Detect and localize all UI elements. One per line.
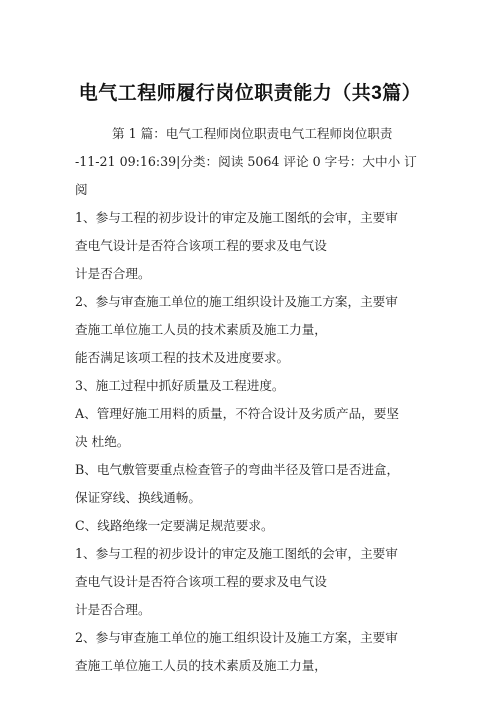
- text-line: 能否满足该项工程的技术及进度要求。: [75, 350, 290, 365]
- text-line: 2、参与审查施工单位的施工组织设计及施工方案，主要审: [75, 630, 398, 645]
- text-line: 查施工单位施工人员的技术素质及施工力量，: [75, 658, 327, 673]
- text-line: C、线路绝缘一定要满足规范要求。: [75, 518, 274, 533]
- text-line: 计是否合理。: [75, 602, 151, 617]
- text-line: 阅: [75, 182, 88, 197]
- document-body: [75, 120, 430, 680]
- text-line: -11-21 09:16:39|分类：阅读 5064 评论 0 字号：大中小 订: [75, 154, 417, 169]
- text-line: 1、参与工程的初步设计的审定及施工图纸的会审，主要审: [75, 210, 398, 225]
- text-line: 决 杜绝。: [75, 434, 130, 449]
- text-line: 3、施工过程中抓好质量及工程进度。: [75, 378, 285, 393]
- text-line: 保证穿线、换线通畅。: [75, 490, 201, 505]
- text-line: 查电气设计是否符合该项工程的要求及电气设: [75, 238, 327, 253]
- text-line: 计是否合理。: [75, 266, 151, 281]
- text-line: 2、参与审查施工单位的施工组织设计及施工方案，主要审: [75, 294, 398, 309]
- text-line: A、管理好施工用料的质量，不符合设计及劣质产品，要坚: [75, 406, 399, 421]
- text-line: 第 1 篇：电气工程师岗位职责电气工程师岗位职责: [112, 126, 393, 141]
- document-title: 电气工程师履行岗位职责能力（共3篇）: [78, 83, 422, 104]
- text-line: 查电气设计是否符合该项工程的要求及电气设: [75, 574, 327, 589]
- text-line: 1、参与工程的初步设计的审定及施工图纸的会审，主要审: [75, 546, 398, 561]
- text-line: B、电气敷管要重点检查管子的弯曲半径及管口是否进盒，: [75, 462, 400, 477]
- text-line: 查施工单位施工人员的技术素质及施工力量，: [75, 322, 327, 337]
